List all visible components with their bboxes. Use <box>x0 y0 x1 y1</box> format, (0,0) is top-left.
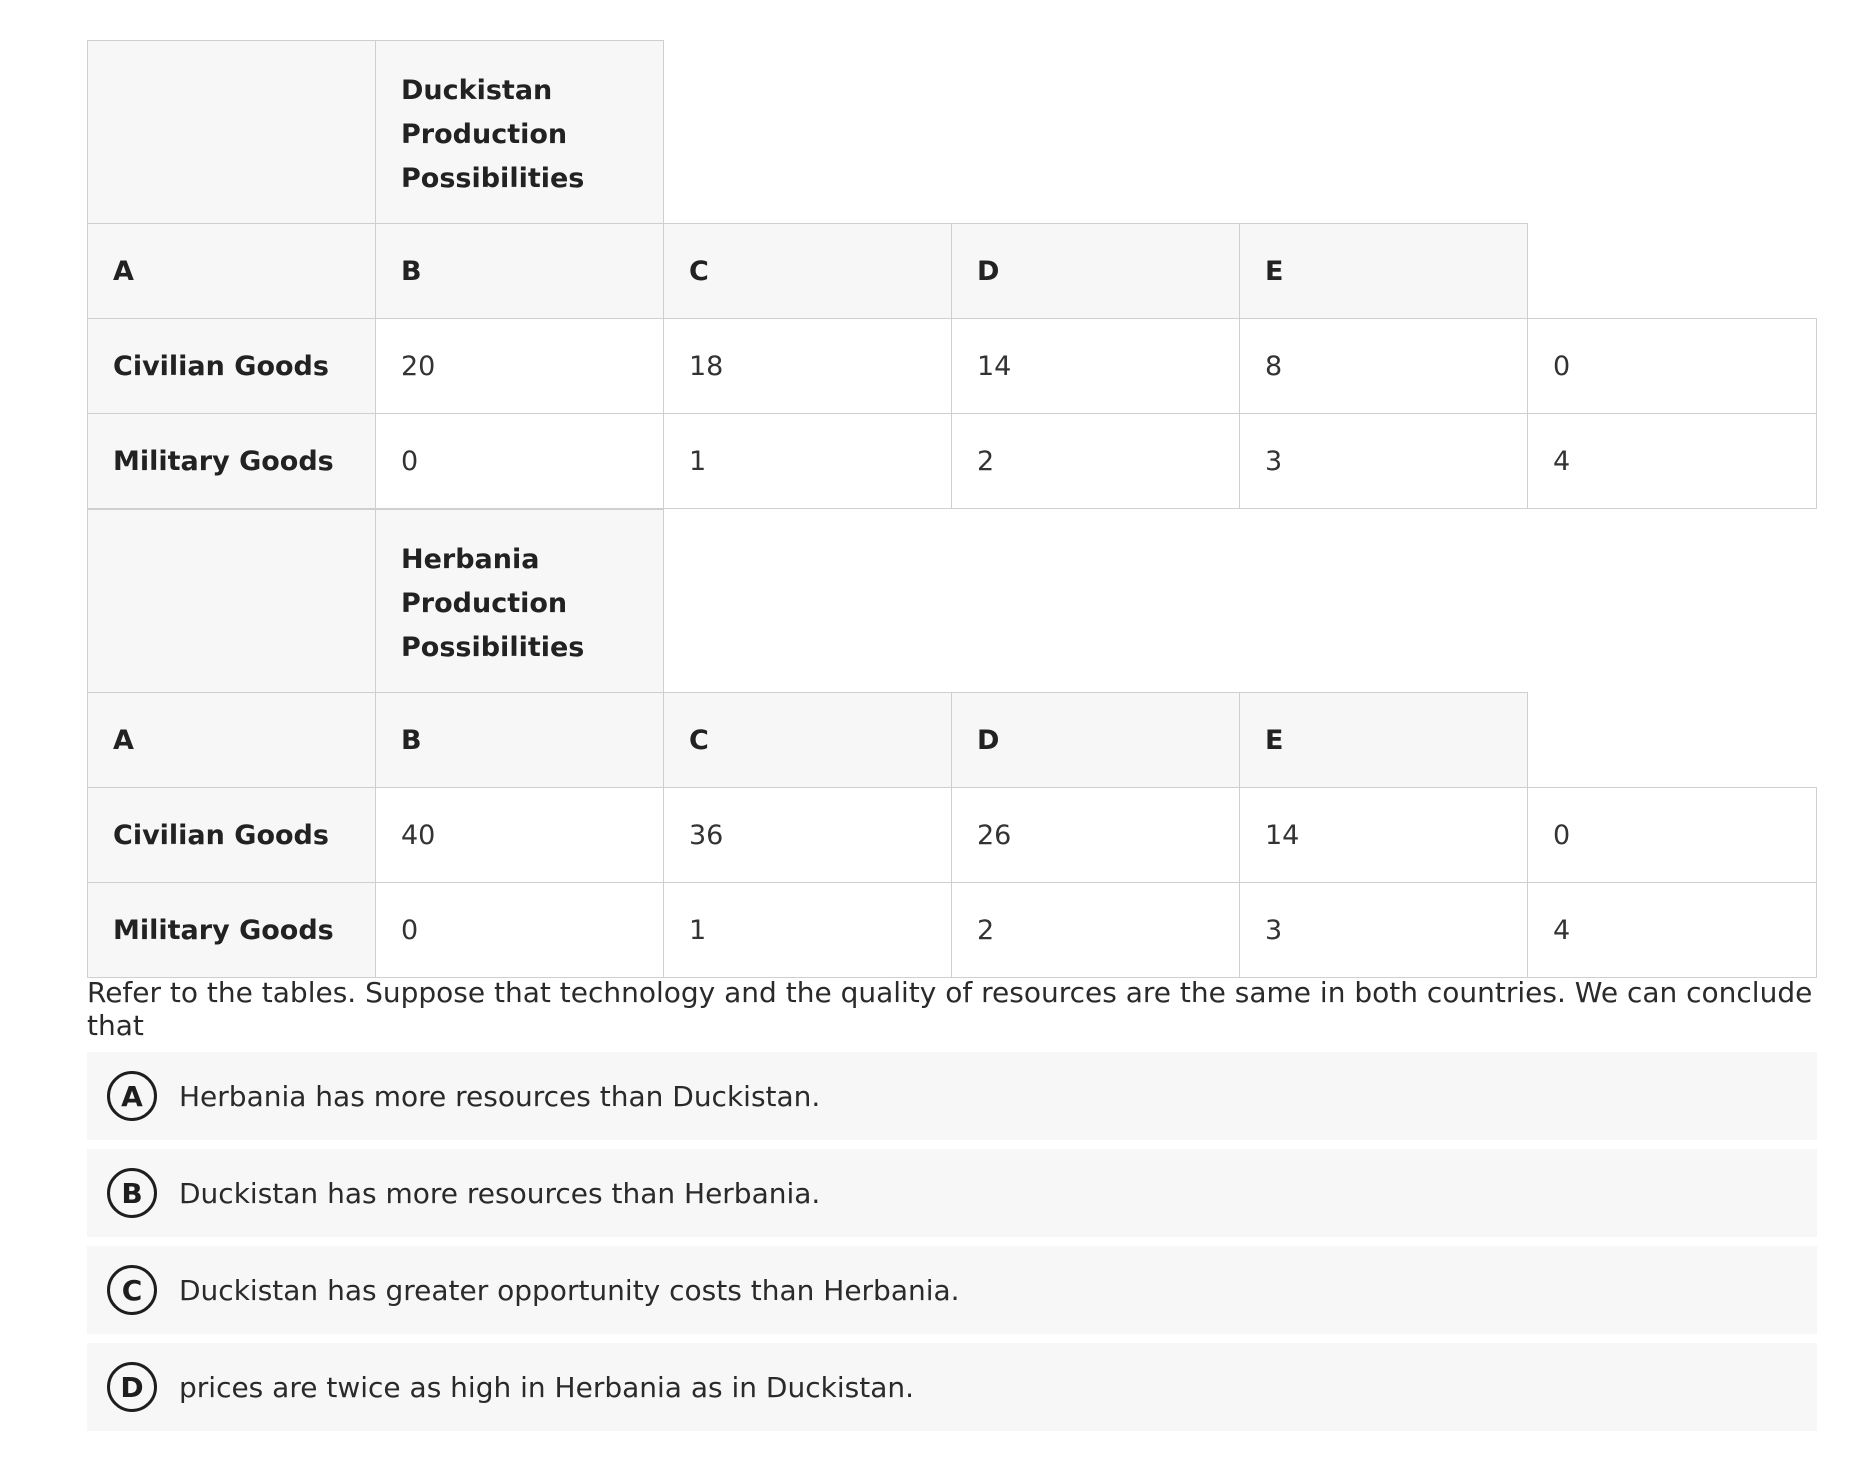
data-cell: 0 <box>1527 787 1817 883</box>
header-cell-c: C <box>663 223 952 319</box>
option-b[interactable] <box>87 1149 1817 1237</box>
herbania-table <box>87 509 1817 977</box>
data-cell: 1 <box>663 413 952 509</box>
table-title-line: Duckistan <box>401 75 553 106</box>
table-title-line: Production <box>401 119 568 150</box>
option-letter-badge: B <box>107 1168 157 1218</box>
question-text: Refer to the tables. Suppose that technology and the quality of resources are the same in both countries. We can conclude that <box>87 976 1813 1042</box>
table-title-line: Possibilities <box>401 163 585 194</box>
option-text: Herbania has more resources than Duckistan. <box>179 1079 821 1113</box>
table-title-cell <box>375 509 664 693</box>
option-text: Duckistan has greater opportunity costs than Herbania. <box>179 1273 960 1307</box>
header-cell-a: A <box>87 692 376 788</box>
table-title-line: Herbania <box>401 544 540 575</box>
row-label-military: Military Goods <box>87 882 376 978</box>
data-cell: 18 <box>663 318 952 414</box>
data-cell: 0 <box>375 413 664 509</box>
option-letter-badge: A <box>107 1071 157 1121</box>
data-cell: 20 <box>375 318 664 414</box>
data-cell: 3 <box>1239 413 1528 509</box>
table-title-line: Production <box>401 588 568 619</box>
option-text: Duckistan has more resources than Herbania. <box>179 1176 821 1210</box>
header-cell-d: D <box>951 692 1240 788</box>
header-cell-d: D <box>951 223 1240 319</box>
data-cell: 36 <box>663 787 952 883</box>
option-d[interactable] <box>87 1343 1817 1431</box>
table-corner-cell <box>87 509 376 693</box>
table-title-cell <box>375 40 664 224</box>
header-cell-e: E <box>1239 692 1528 788</box>
table-title-line: Possibilities <box>401 632 585 663</box>
header-cell-b: B <box>375 223 664 319</box>
data-cell: 1 <box>663 882 952 978</box>
row-label-civilian: Civilian Goods <box>87 318 376 414</box>
table-corner-cell <box>87 40 376 224</box>
row-label-civilian: Civilian Goods <box>87 787 376 883</box>
row-label-military: Military Goods <box>87 413 376 509</box>
data-cell: 14 <box>951 318 1240 414</box>
data-cell: 3 <box>1239 882 1528 978</box>
header-cell-c: C <box>663 692 952 788</box>
data-cell: 4 <box>1527 413 1817 509</box>
data-cell: 2 <box>951 413 1240 509</box>
header-cell-a: A <box>87 223 376 319</box>
data-cell: 8 <box>1239 318 1528 414</box>
duckistan-table <box>87 40 1817 508</box>
option-a[interactable] <box>87 1052 1817 1140</box>
data-cell: 2 <box>951 882 1240 978</box>
header-cell-b: B <box>375 692 664 788</box>
option-text: prices are twice as high in Herbania as in Duckistan. <box>179 1370 914 1404</box>
data-cell: 0 <box>1527 318 1817 414</box>
data-cell: 4 <box>1527 882 1817 978</box>
option-c[interactable] <box>87 1246 1817 1334</box>
data-cell: 40 <box>375 787 664 883</box>
data-cell: 14 <box>1239 787 1528 883</box>
option-letter-badge: D <box>107 1362 157 1412</box>
header-cell-e: E <box>1239 223 1528 319</box>
option-letter-badge: C <box>107 1265 157 1315</box>
data-cell: 26 <box>951 787 1240 883</box>
data-cell: 0 <box>375 882 664 978</box>
